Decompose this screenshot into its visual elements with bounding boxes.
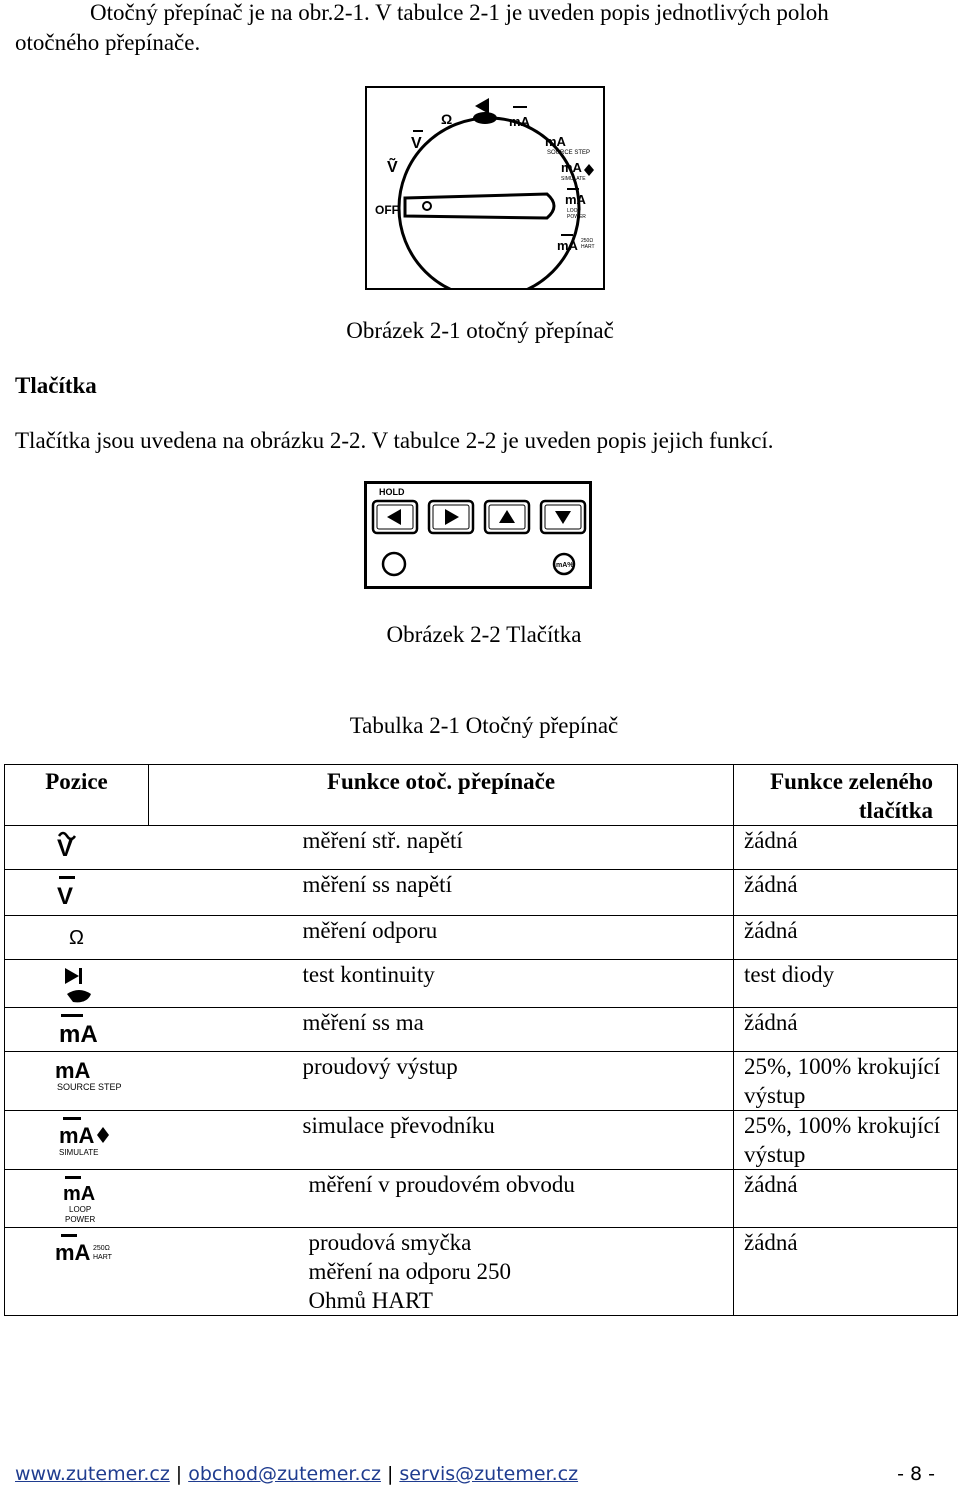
section-text: Tlačítka jsou uvedena na obrázku 2-2. V tabulce 2-2 je uveden popis jejich funkcí. xyxy=(15,428,774,453)
table-row xyxy=(5,1111,958,1170)
down-arrow-button[interactable] xyxy=(541,501,585,533)
svg-text:mA: mA xyxy=(557,238,578,253)
svg-text:HART: HART xyxy=(581,244,595,250)
svg-text:POWER: POWER xyxy=(567,214,586,220)
table-row xyxy=(5,1052,958,1111)
svg-text:mA: mA xyxy=(545,134,566,149)
ma-250-hart-icon xyxy=(53,1232,123,1279)
position-cell xyxy=(5,1111,149,1170)
function-cell: měření v proudovém obvodu xyxy=(149,1170,734,1228)
ac-voltage-icon xyxy=(53,830,99,871)
green-button-cell: žádná xyxy=(734,870,958,916)
function-cell: měření ss ma xyxy=(149,1008,734,1052)
ma-simulate-icon xyxy=(53,1115,123,1166)
green-button-cell: 25%, 100% krokující výstup xyxy=(734,1111,958,1170)
svg-text:SOURCE STEP: SOURCE STEP xyxy=(547,150,591,156)
dial-ohm-label: Ω xyxy=(441,111,453,127)
position-cell xyxy=(5,1008,149,1052)
footer-link-shop-email[interactable]: obchod@zutemer.cz xyxy=(188,1463,381,1485)
footer-link-web[interactable]: www.zutemer.cz xyxy=(15,1463,170,1485)
function-cell: měření ss napětí xyxy=(149,870,734,916)
green-round-button[interactable] xyxy=(383,553,405,575)
dial-v-label: V xyxy=(411,135,422,152)
table-row xyxy=(5,1228,958,1316)
rotary-switch-table xyxy=(4,764,958,1316)
svg-text:mA: mA xyxy=(565,192,586,207)
green-button-cell: žádná xyxy=(734,1228,958,1316)
svg-text:mA: mA xyxy=(59,1021,98,1046)
svg-text:SIMULATE: SIMULATE xyxy=(561,176,586,182)
table-row xyxy=(5,1008,958,1052)
function-cell: test kontinuity xyxy=(149,960,734,1008)
green-button-cell: žádná xyxy=(734,916,958,960)
footer-link-service-email[interactable]: servis@zutemer.cz xyxy=(399,1463,579,1485)
table-row xyxy=(5,870,958,916)
figure1-caption: Obrázek 2-1 otočný přepínač xyxy=(346,318,614,343)
svg-text:mA: mA xyxy=(63,1183,96,1205)
left-arrow-button[interactable] xyxy=(373,501,417,533)
function-cell: měření odporu xyxy=(149,916,734,960)
green-button-cell: test diody xyxy=(734,960,958,1008)
table-row xyxy=(5,1170,958,1228)
table-row xyxy=(5,916,958,960)
svg-text:SIMULATE: SIMULATE xyxy=(59,1148,99,1157)
position-cell xyxy=(5,1052,149,1111)
position-cell xyxy=(5,916,149,960)
function-cell: proudová smyčka měření na odporu 250 Ohmů HART xyxy=(149,1228,734,1316)
function-cell: měření stř. napětí xyxy=(149,826,734,870)
page-number: - 8 - xyxy=(897,1463,935,1485)
intro-line-2: otočného přepínače. xyxy=(15,30,201,55)
up-arrow-button[interactable] xyxy=(485,501,529,533)
svg-text:POWER: POWER xyxy=(65,1215,96,1224)
table-caption: Tabulka 2-1 Otočný přepínač xyxy=(349,713,619,738)
svg-text:mA: mA xyxy=(55,1240,91,1265)
position-cell xyxy=(5,1170,149,1228)
dial-ma-label: mA xyxy=(509,114,530,129)
svg-text:mA: mA xyxy=(55,1058,91,1083)
ma-loop-power-icon xyxy=(53,1174,113,1235)
svg-text:LOOP: LOOP xyxy=(69,1205,92,1214)
svg-text:250Ω: 250Ω xyxy=(93,1245,110,1252)
svg-text:HART: HART xyxy=(93,1254,112,1261)
svg-text:Ṽ: Ṽ xyxy=(387,159,398,176)
green-button-cell: 25%, 100% krokující výstup xyxy=(734,1052,958,1111)
header-green-button: Funkce zeleného tlačítka xyxy=(734,765,958,826)
buttons-figure xyxy=(364,481,592,589)
svg-text:V: V xyxy=(57,835,74,862)
rotary-switch-figure xyxy=(365,86,605,290)
table-row xyxy=(5,960,958,1008)
page-footer: www.zutemer.cz | obchod@zutemer.cz | servis@zutemer.cz - 8 - xyxy=(15,1463,935,1485)
svg-text:LOOP: LOOP xyxy=(567,208,581,214)
intro-line-1: Otočný přepínač je na obr.2-1. V tabulce 2-1 je uveden popis jednotlivých poloh xyxy=(90,0,829,25)
function-cell: simulace převodníku xyxy=(149,1111,734,1170)
position-cell xyxy=(5,870,149,916)
dc-voltage-icon xyxy=(53,874,99,915)
position-cell xyxy=(5,1228,149,1316)
dial-off-label: OFF xyxy=(375,203,399,217)
svg-text:V: V xyxy=(57,883,74,908)
svg-text:mA: mA xyxy=(561,160,582,175)
green-button-cell: žádná xyxy=(734,1170,958,1228)
svg-text:250Ω: 250Ω xyxy=(581,238,594,244)
header-position: Pozice xyxy=(5,765,149,826)
svg-text:SOURCE STEP: SOURCE STEP xyxy=(57,1082,122,1092)
svg-text:mA: mA xyxy=(59,1123,95,1148)
position-cell xyxy=(5,826,149,870)
ma-source-step-icon xyxy=(53,1056,133,1103)
hold-label: HOLD xyxy=(379,487,405,497)
table-row xyxy=(5,826,958,870)
table-header-row xyxy=(5,765,958,826)
header-function: Funkce otoč. přepínače xyxy=(149,765,734,826)
function-cell: proudový výstup xyxy=(149,1052,734,1111)
ma-percent-label: mA% xyxy=(556,562,574,569)
right-arrow-button[interactable] xyxy=(429,501,473,533)
green-button-cell: žádná xyxy=(734,1008,958,1052)
green-button-cell: žádná xyxy=(734,826,958,870)
section-heading: Tlačítka xyxy=(15,373,97,398)
svg-text:Ω: Ω xyxy=(69,927,84,949)
figure2-caption: Obrázek 2-2 Tlačítka xyxy=(386,622,582,647)
ohm-icon xyxy=(53,920,99,961)
position-cell xyxy=(5,960,149,1008)
dc-ma-icon xyxy=(53,1012,113,1053)
